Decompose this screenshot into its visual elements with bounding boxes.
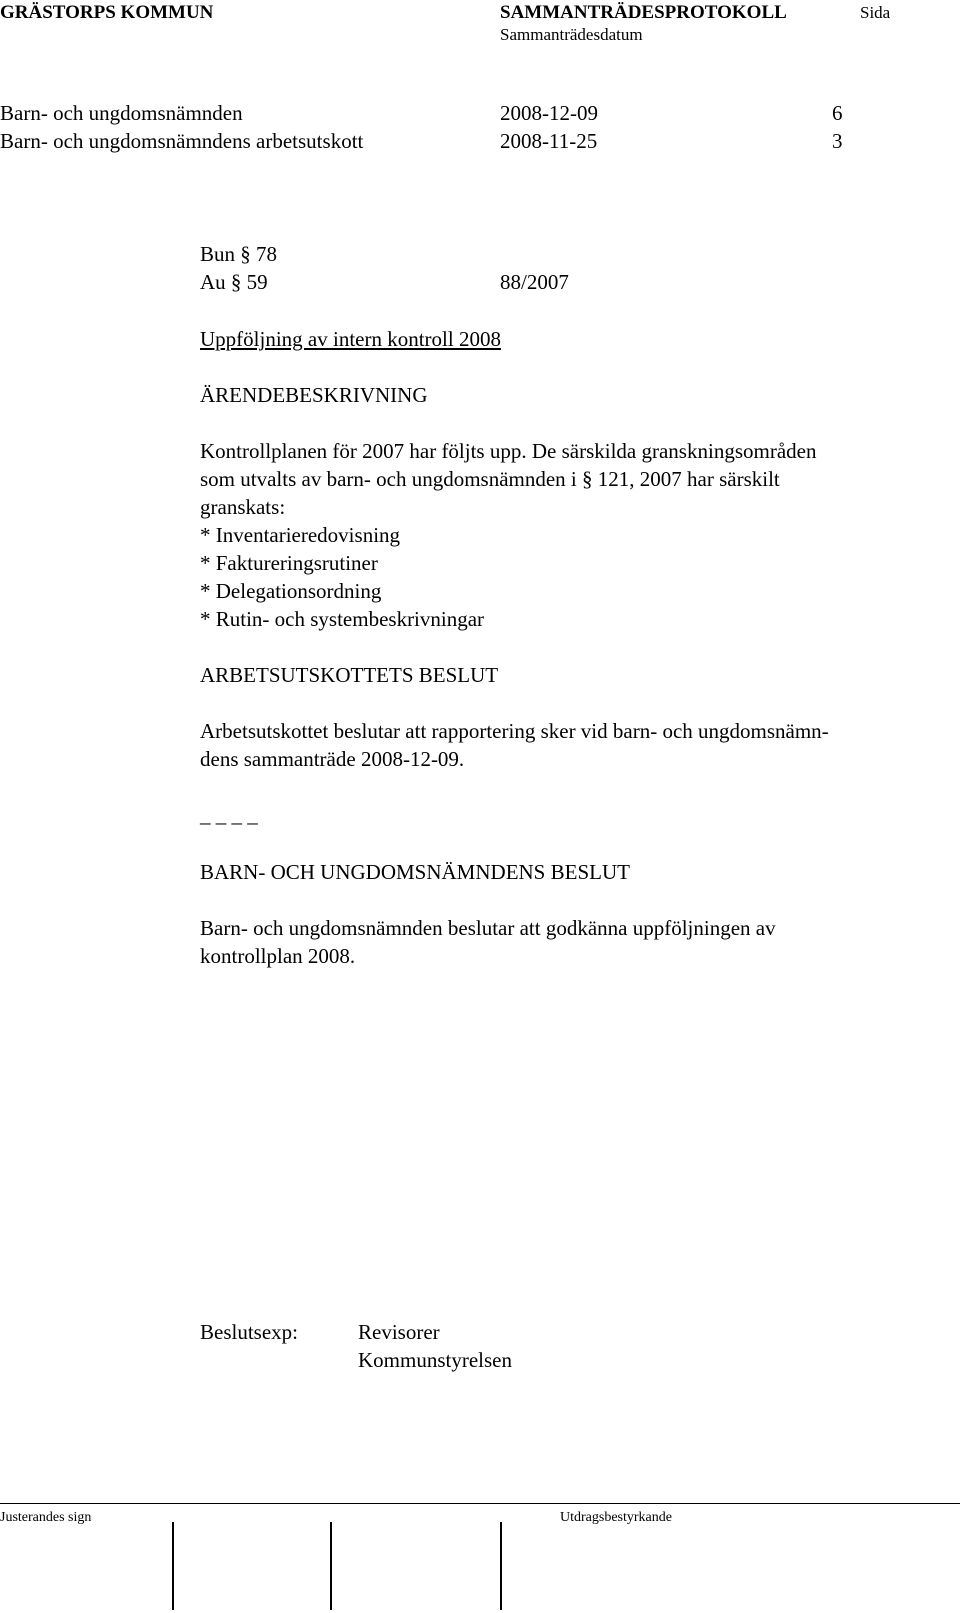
meeting-date-label: Sammanträdesdatum	[500, 25, 643, 44]
bun-paragraph: Bun § 78	[200, 242, 278, 266]
footer-divider	[0, 1503, 960, 1504]
document-type: SAMMANTRÄDESPROTOKOLL	[500, 2, 787, 23]
list-item: * Faktureringsrutiner	[200, 551, 378, 575]
meeting-body-1: Barn- och ungdomsnämnden	[0, 101, 243, 125]
meeting-body-2: Barn- och ungdomsnämndens arbetsutskott	[0, 129, 364, 153]
meeting-date-2: 2008-11-25	[500, 129, 598, 153]
signature-box-divider	[500, 1522, 502, 1610]
au-decision-heading: ARBETSUTSKOTTETS BESLUT	[200, 663, 499, 687]
list-item: * Rutin- och systembeskrivningar	[200, 607, 485, 631]
meeting-page-1: 6	[832, 101, 843, 125]
au-decision-line-1: Arbetsutskottet beslutar att rapportering sker vid barn- och ungdomsnämn-	[200, 719, 829, 743]
separator: _ _ _ _	[200, 803, 258, 827]
bun-decision-line-2: kontrollplan 2008.	[200, 944, 356, 968]
arende-text-line-2: som utvalts av barn- och ungdomsnämnden i § 121, 2007 har särskilt	[200, 467, 780, 491]
arende-text-line-3: granskats:	[200, 495, 286, 519]
utdragsbestyrkande-label: Utdragsbestyrkande	[560, 1510, 672, 1525]
subject-title: Uppföljning av intern kontroll 2008	[200, 327, 501, 351]
distribution-recipient: Kommunstyrelsen	[358, 1348, 512, 1372]
distribution-label: Beslutsexp:	[200, 1320, 298, 1344]
distribution-recipient: Revisorer	[358, 1320, 440, 1344]
municipality-name: GRÄSTORPS KOMMUN	[0, 2, 214, 23]
signature-box-divider	[330, 1522, 332, 1610]
au-paragraph: Au § 59	[200, 270, 268, 294]
list-item: * Delegationsordning	[200, 579, 382, 603]
au-decision-line-2: dens sammanträde 2008-12-09.	[200, 747, 465, 771]
list-item: * Inventarieredovisning	[200, 523, 401, 547]
bun-decision-line-1: Barn- och ungdomsnämnden beslutar att godkänna uppföljningen av	[200, 916, 776, 940]
signature-box-divider	[172, 1522, 174, 1610]
arende-heading: ÄRENDEBESKRIVNING	[200, 383, 428, 407]
diary-number: 88/2007	[500, 270, 569, 294]
meeting-date-1: 2008-12-09	[500, 101, 598, 125]
arende-text-line-1: Kontrollplanen för 2007 har följts upp. De särskilda granskningsområden	[200, 439, 817, 463]
page-label: Sida	[860, 3, 891, 22]
bun-decision-heading: BARN- OCH UNGDOMSNÄMNDENS BESLUT	[200, 860, 630, 884]
meeting-page-2: 3	[832, 129, 843, 153]
justerandes-sign-label: Justerandes sign	[0, 1510, 92, 1525]
